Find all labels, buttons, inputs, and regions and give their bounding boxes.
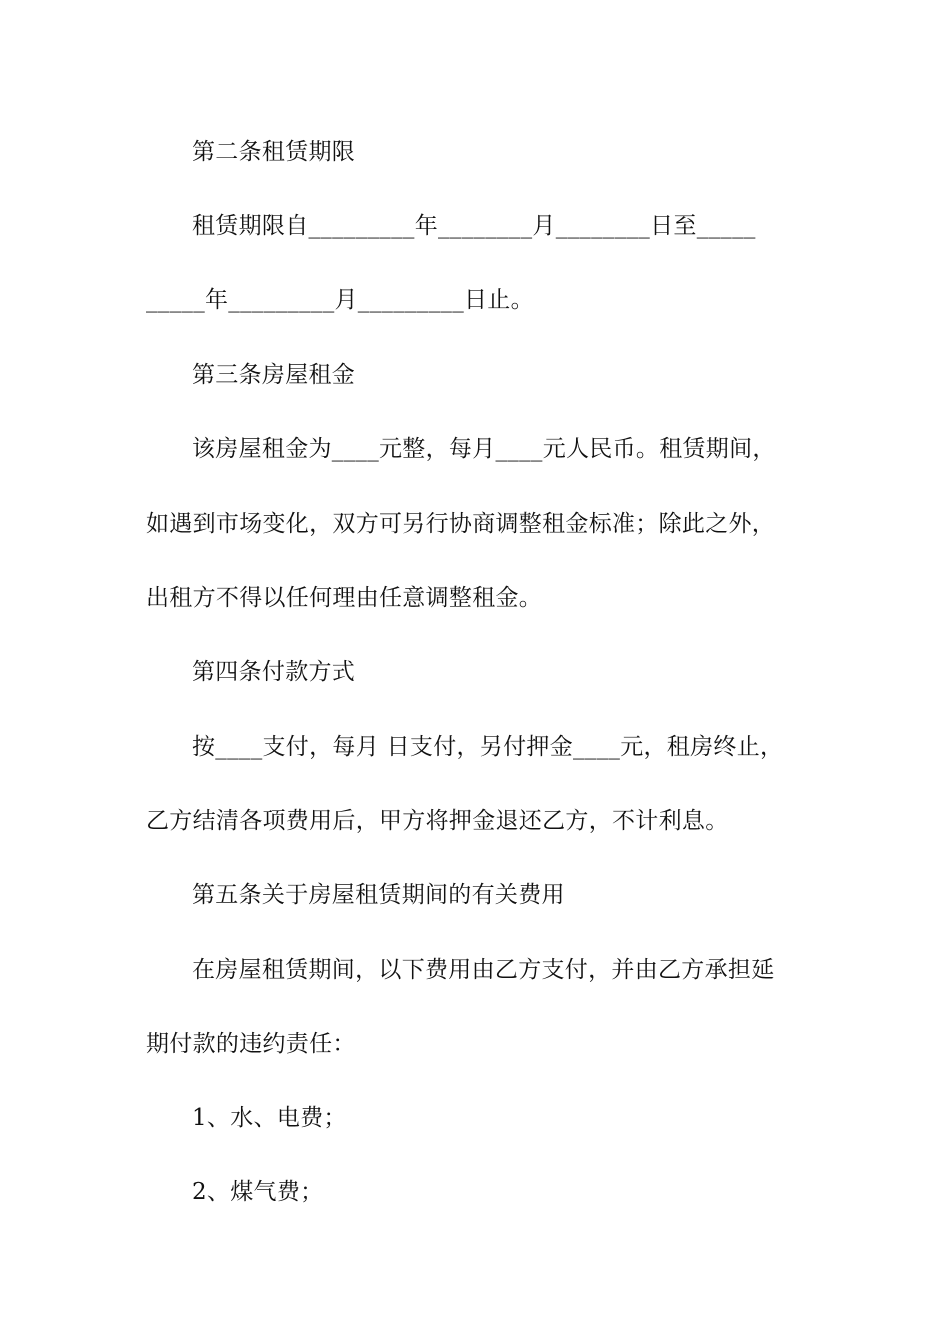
list-item: 1、水、电费； [192,1105,347,1131]
paragraph-line: 按____支付，每月 日支付，另付押金____元，租房终止， [192,734,784,760]
list-item: 2、煤气费； [192,1179,324,1205]
paragraph-line: 在房屋租赁期间，以下费用由乙方支付，并由乙方承担延 [192,957,775,983]
paragraph-line: 租赁期限自_________年________月________日至_____ [192,213,756,239]
paragraph-line: 出租方不得以任何理由任意调整租金。 [146,585,543,611]
section-heading-fees: 第五条关于房屋租赁期间的有关费用 [192,882,565,908]
section-heading-payment: 第四条付款方式 [192,659,356,685]
paragraph-line: 乙方结清各项费用后，甲方将押金退还乙方，不计利息。 [146,808,729,834]
section-heading-rent: 第三条房屋租金 [192,362,356,388]
paragraph-line: 期付款的违约责任： [146,1031,356,1057]
paragraph-line: 如遇到市场变化，双方可另行协商调整租金标准；除此之外， [146,511,776,537]
paragraph-line: _____年_________月_________日止。 [146,287,534,313]
paragraph-line: 该房屋租金为____元整，每月____元人民币。租赁期间， [192,436,776,462]
section-heading-lease-term: 第二条租赁期限 [192,139,356,165]
